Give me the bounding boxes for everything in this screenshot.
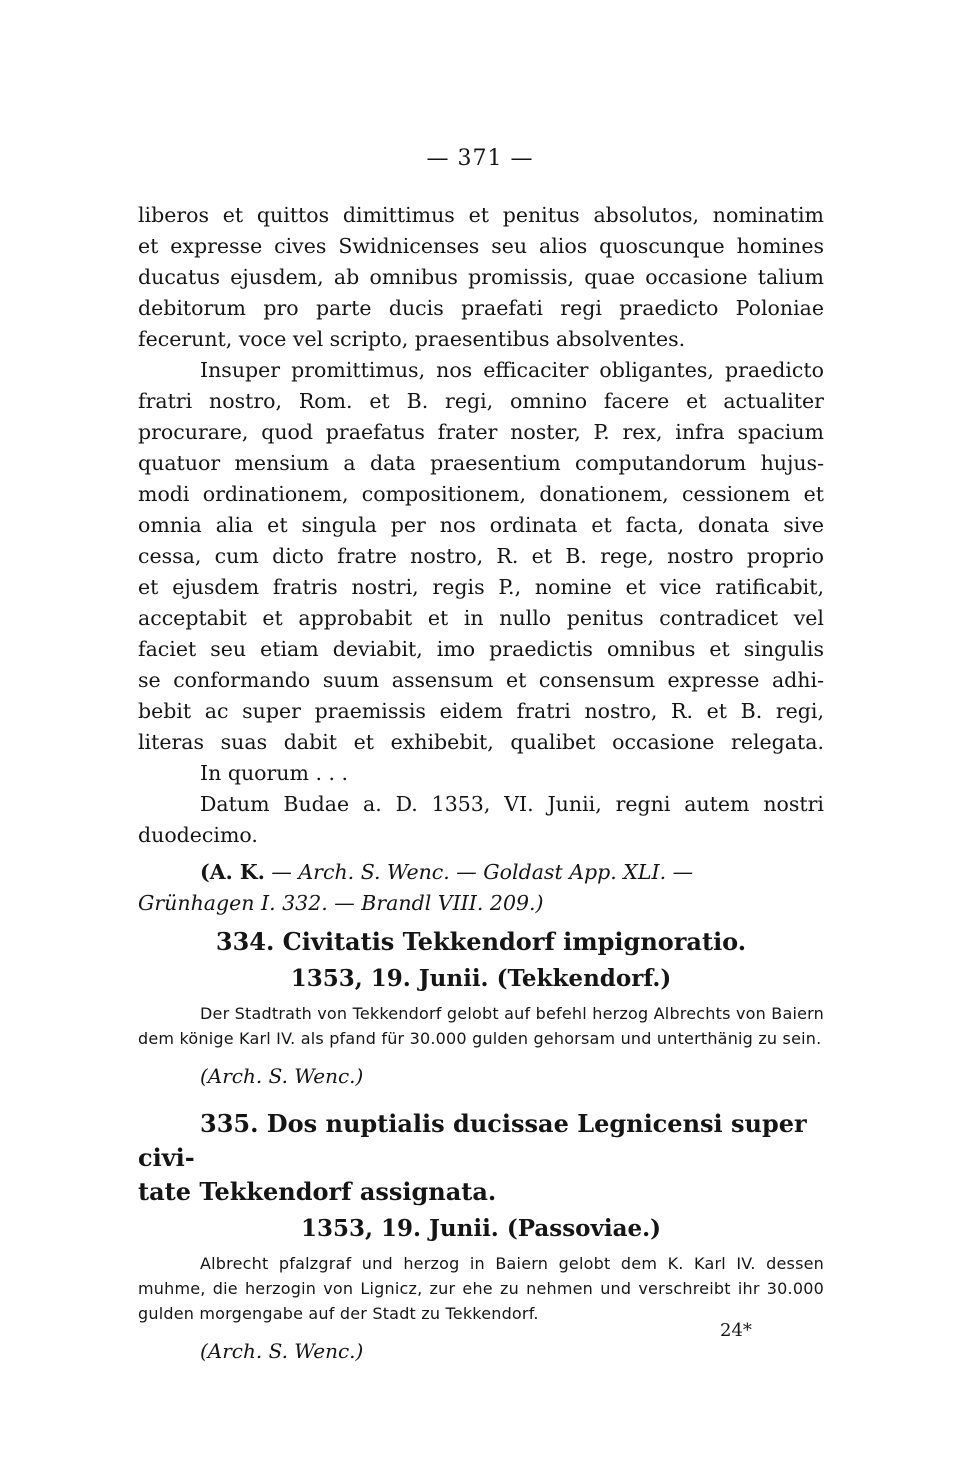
citation-text: Grünhagen I. 332. — Brandl VIII. 209.) <box>138 891 544 915</box>
doc-334-regest: Der Stadtrath von Tekkendorf gelobt auf befehl herzog Albrechts von Baiern dem könige Karl IV. als pfand für 30.000 gulden gehorsam und unterthänig zu sein. <box>138 1004 824 1048</box>
body-line: debitorum pro parte ducis praefati regi praedicto Poloniae <box>138 296 824 320</box>
doc-334-title: 334. Civitatis Tekkendorf impignoratio. <box>215 927 747 956</box>
body-line: Datum Budae a. D. 1353, VI. Junii, regni autem nostri <box>200 792 824 816</box>
body-line: cessa, cum dicto fratre nostro, R. et B. rege, nostro proprio <box>138 544 824 568</box>
body-line: faciet seu etiam deviabit, imo praedictis omnibus et singulis <box>138 637 824 661</box>
text-column <box>138 200 824 1366</box>
page-number: — 371 — <box>426 146 534 171</box>
body-line: Insuper promittimus, nos efficaciter obligantes, praedicto <box>200 358 824 382</box>
body-line: In quorum . . . <box>200 761 349 785</box>
doc-334-date: 1353, 19. Junii. (Tekkendorf.) <box>290 965 672 992</box>
body-line: procurare, quod praefatus frater noster, P. rex, infra spacium <box>138 420 824 444</box>
body-line: ducatus ejusdem, ab omnibus promissis, quae occasione talium <box>138 265 824 289</box>
doc-335-regest: Albrecht pfalzgraf und herzog in Baiern gelobt dem K. Karl IV. dessen muhme, die herzogin von Lignicz, zur ehe zu nehmen und verschreibt ihr 30.000 gulden morgengabe auf der Stadt zu Tekkendorf. <box>138 1254 824 1323</box>
body-line: modi ordinationem, compositionem, donationem, cessionem et <box>138 482 824 506</box>
body-line: duodecimo. <box>138 823 258 847</box>
body-line: et ejusdem fratris nostri, regis P., nomine et vice ratificabit, <box>138 575 824 599</box>
citation-text: — Arch. S. Wenc. — Goldast App. XLI. — <box>264 860 694 884</box>
signature-mark: 24* <box>720 1320 752 1341</box>
doc-335-date: 1353, 19. Junii. (Passoviae.) <box>300 1215 662 1242</box>
doc-335-title-cont: tate Tekkendorf assignata. <box>138 1177 497 1206</box>
doc-334-archive: (Arch. S. Wenc.) <box>200 1064 364 1088</box>
body-line: se conformando suum assensum et consensum expresse adhi- <box>138 668 824 692</box>
body-line: bebit ac super praemissis eidem fratri nostro, R. et B. regi, <box>138 699 824 723</box>
doc-335-archive: (Arch. S. Wenc.) <box>200 1339 364 1363</box>
body-line: quatuor mensium a data praesentium computandorum hujus- <box>138 451 824 475</box>
body-line: acceptabit et approbabit et in nullo penitus contradicet vel <box>138 606 824 630</box>
body-line: liberos et quittos dimittimus et penitus absolutos, nominatim <box>138 203 824 227</box>
body-line: omnia alia et singula per nos ordinata et facta, donata sive <box>138 513 824 537</box>
citation-lead: (A. K. <box>200 860 265 884</box>
source-citation <box>138 857 824 919</box>
body-line: fecerunt, voce vel scripto, praesentibus absolventes. <box>138 327 686 351</box>
body-line: et expresse cives Swidnicenses seu alios quoscunque homines <box>138 234 824 258</box>
charter-body <box>138 200 824 851</box>
body-line: fratri nostro, Rom. et B. regi, omnino facere et actualiter <box>138 389 824 413</box>
body-line: literas suas dabit et exhibebit, qualibet occasione relegata. <box>138 730 824 754</box>
doc-335-title: 335. Dos nuptialis ducissae Legnicensi super civi- <box>138 1109 807 1172</box>
